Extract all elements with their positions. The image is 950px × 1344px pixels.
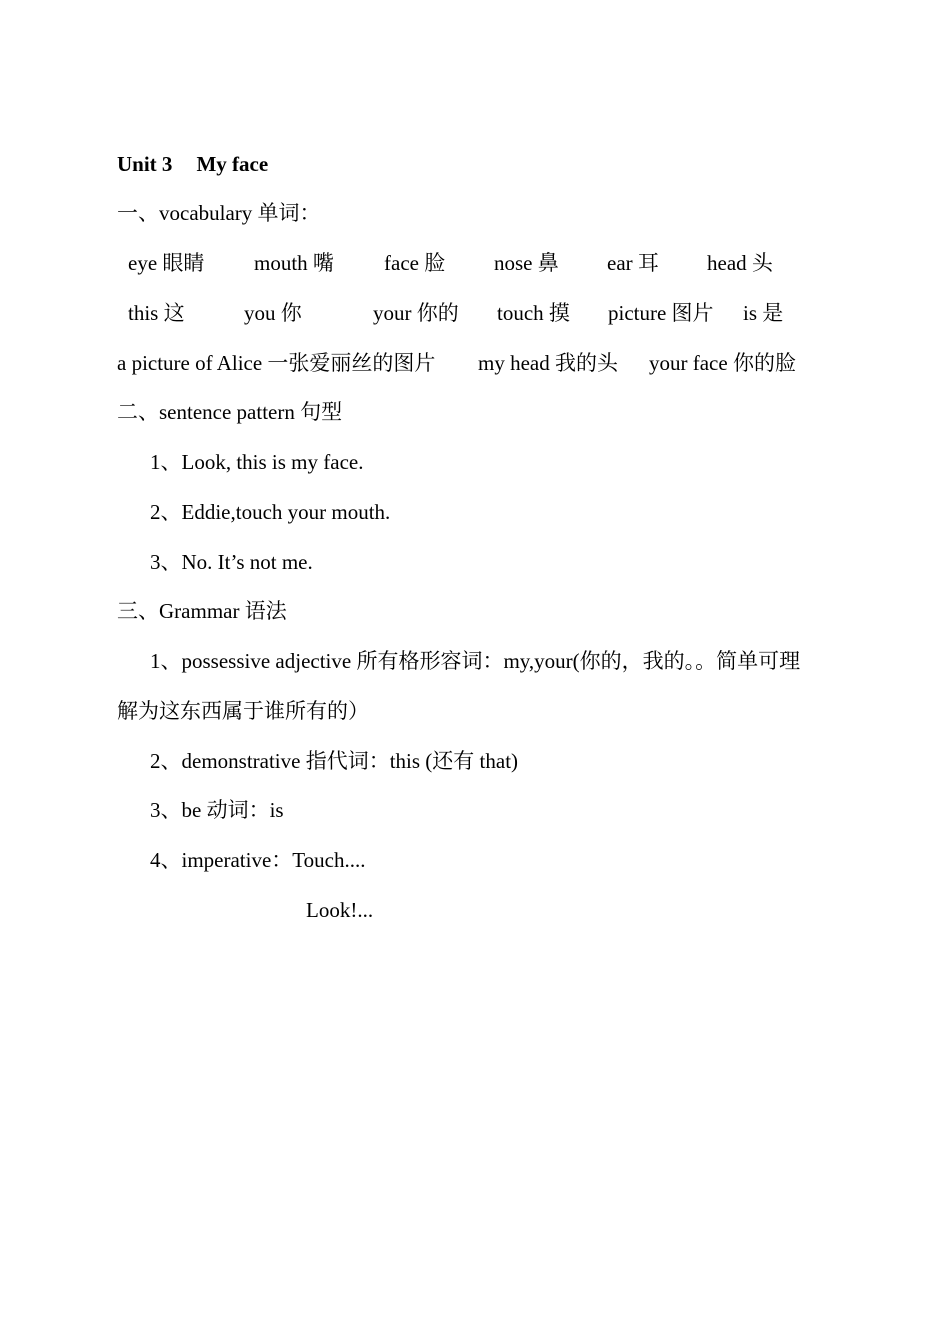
grammar-heading: 三、Grammar 语法 [117, 599, 287, 623]
unit-name: My face [196, 152, 269, 176]
vocab-row-1 [0, 249, 950, 277]
page-title [117, 150, 268, 178]
vocab-item: your 你的 [373, 301, 459, 325]
vocab-item: your face 你的脸 [649, 351, 796, 375]
sentence-item: 2、Eddie,touch your mouth. [150, 500, 391, 524]
vocab-item: nose 鼻 [494, 251, 559, 275]
vocab-item: my head 我的头 [478, 351, 618, 375]
vocab-item: picture 图片 [608, 301, 714, 325]
sentence-item: 1、Look, this is my face. [150, 450, 364, 474]
grammar-item: 1、possessive adjective 所有格形容词：my,your(你的，我的。。简单可理 [150, 649, 801, 673]
grammar-item-continuation: Look!... [306, 898, 374, 922]
vocab-item: touch 摸 [497, 301, 570, 325]
vocab-heading: 一、vocabulary 单词： [117, 201, 321, 225]
vocab-row-3 [0, 349, 950, 377]
vocab-item: this 这 [128, 301, 185, 325]
vocab-item: a picture of Alice 一张爱丽丝的图片 [117, 351, 436, 375]
sentence-heading: 二、sentence pattern 句型 [117, 400, 343, 424]
grammar-item: 4、imperative：Touch.... [150, 848, 366, 872]
grammar-item: 2、demonstrative 指代词：this (还有 that) [150, 749, 519, 773]
vocab-item: eye 眼睛 [128, 251, 205, 275]
vocab-item: face 脸 [384, 251, 446, 275]
vocab-item: is 是 [743, 301, 784, 325]
vocab-item: head 头 [707, 251, 773, 275]
vocab-item: mouth 嘴 [254, 251, 334, 275]
grammar-item: 3、be 动词：is [150, 798, 284, 822]
vocab-item: you 你 [244, 301, 302, 325]
sentence-item: 3、No. It’s not me. [150, 550, 313, 574]
unit-number: Unit 3 [117, 152, 173, 176]
vocab-row-2 [0, 299, 950, 327]
grammar-item-continuation: 解为这东西属于谁所有的） [117, 699, 369, 723]
vocab-item: ear 耳 [607, 251, 659, 275]
